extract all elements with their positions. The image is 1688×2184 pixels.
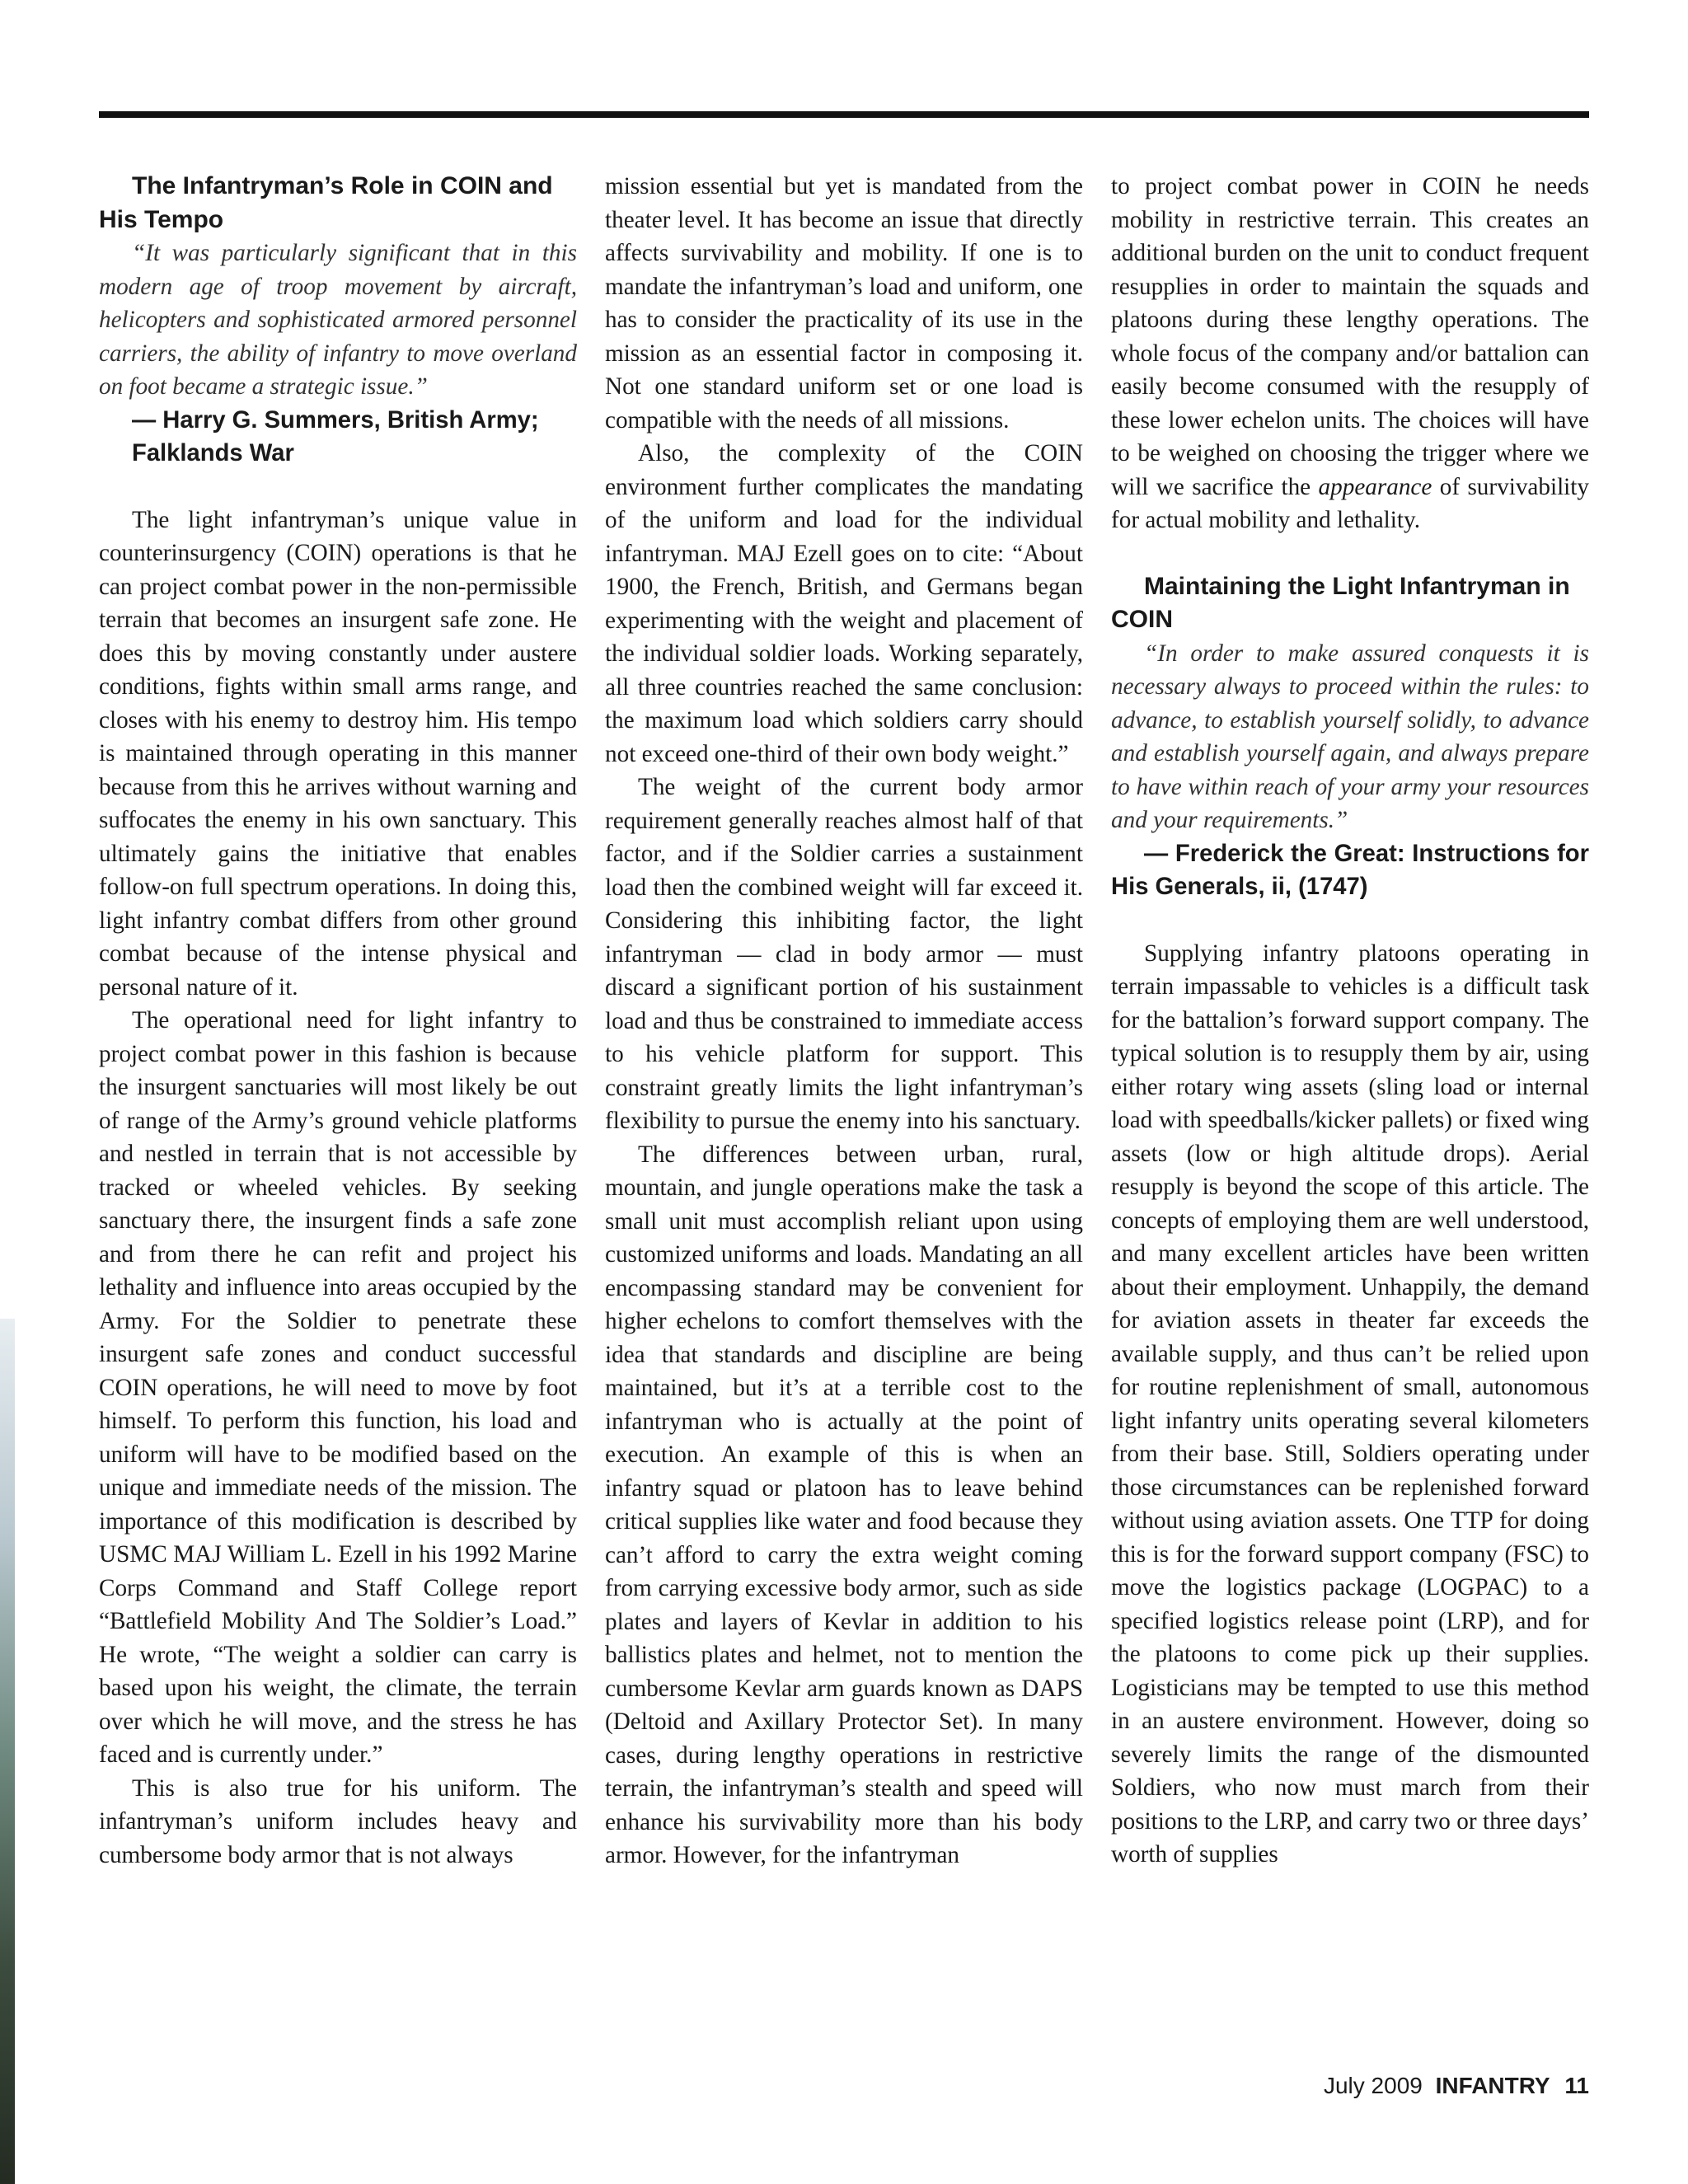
paragraph: The weight of the current body armor requirement generally reaches almost half of that factor, and if the Soldier carries a sustainment load then the combined weight will far exceed it. Considering this inhibiting factor, the light infantryman — clad in body armor — must discard a significant portion of his sustainment load and thus be constrained to immediate access to his vehicle platform for support. This constraint greatly limits the light infantryman’s flexibility to pursue the enemy into his sanctuary.: [605, 774, 1083, 1134]
article-body: [99, 170, 1589, 2041]
epigraph-quote: “It was particularly significant that in this modern age of troop movement by aircraft, helicopters and sophisticated armored personnel carriers, the ability of infantry to move overland on foot became a strategic issue.”: [99, 240, 577, 400]
issue-date: July 2009: [1323, 2073, 1423, 2098]
epigraph-attribution: — Harry G. Summers, British Army;: [132, 406, 539, 434]
paragraph: The light infantryman’s unique value in counterinsurgency (COIN) operations is that he can project combat power in the non-permissible terrain that becomes an insurgent safe zone. He does this by moving constantly under austere conditions, fights within small arms range, and closes with his enemy to destroy him. His tempo is maintained through operating in this manner because from this he arrives without warning and suffocates the enemy in his own sanctuary. This ultimately gains the initiative that enables follow-on full spectrum operations. In doing this, light infantry combat differs from other ground combat because of the intense physical and personal nature of it.: [99, 506, 577, 1001]
epigraph-quote: “In order to make assured conquests it is necessary always to proceed within the rules: to advance, to establish yourself solidly, to advance and establish yourself again, and always prepare to have within reach of your army your resources and your requirements.”: [1111, 640, 1589, 833]
photo-edge: [0, 1319, 15, 2184]
page-number: 11: [1564, 2073, 1589, 2098]
section-heading: Maintaining the Light Infantryman in COIN: [1111, 572, 1570, 633]
magazine-name: INFANTRY: [1435, 2073, 1550, 2098]
epigraph-attribution-line2: Falklands War: [132, 440, 294, 466]
paragraph: Supplying infantry platoons operating in terrain impassable to vehicles is a difficult task for the battalion’s forward support company. The typical solution is to resupply them by air, using either rotary wing assets (sling load or internal load with speedballs/kicker pallets) or fixed wing assets (low or high altitude drops). Aerial resupply is beyond the scope of this article. The concepts of employing them are well understood, and many excellent articles have been written about their employment. Unhappily, the demand for aviation assets in theater far exceeds the available supply, and thus can’t be relied upon for routine replenishment of small, autonomous light infantry units operating several kilometers from their base. Still, Soldiers operating under those circumstances can be replenished forward without using aviation assets. One TTP for doing this is for the forward support company (FSC) to move the logistics package (LOGPAC) to a specified logistics release point (LRP), and for the platoons to come pick up their supplies. Logisticians may be tempted to use this method in an austere environment. However, doing so severely limits the range of the dismounted Soldiers, who now must march from their positions to the LRP, and carry two or three days’ worth of supplies: [1111, 940, 1589, 1868]
paragraph-text: of survivability for actual mobility and lethality.: [1111, 473, 1589, 533]
column-1: [99, 170, 577, 2041]
epigraph-attribution: — Frederick the Great: Instructions for His Generals, ii, (1747): [1111, 840, 1589, 900]
page-footer: [1324, 2073, 1589, 2099]
column-3: [1111, 170, 1589, 2041]
paragraph: The operational need for light infantry to project combat power in this fashion is because the insurgent sanctuaries will most likely be out of range of the Army’s ground vehicle platforms and nestled in terrain that is not accessible by tracked or wheeled vehicles. By seeking sanctuary there, the insurgent finds a safe zone and from there he can refit and project his lethality and influence into areas occupied by the Army. For the Soldier to penetrate these insurgent safe zones and conduct successful COIN operations, he will need to move by foot himself. To perform this function, his load and uniform will have to be modified based on the unique and immediate needs of the mission. The importance of this modification is described by USMC MAJ William L. Ezell in his 1992 Marine Corps Command and Staff College report “Battlefield Mobility And The Soldier’s Load.” He wrote, “The weight a soldier can carry is based upon his weight, the climate, the terrain over which he will move, and the stress he has faced and is currently under.”: [99, 1007, 577, 1768]
paragraph: The differences between urban, rural, mountain, and jungle operations make the task a small unit must accomplish reliant upon using customized uniforms and loads. Mandating an all encompassing standard may be convenient for higher echelons to comfort themselves with the idea that standards and discipline are being maintained, but it’s at a terrible cost to the infantryman who is actually at the point of execution. An example of this is when an infantry squad or platoon has to leave behind critical supplies like water and food because they can’t afford to carry the extra weight coming from carrying excessive body armor, such as side plates and layers of Kevlar in addition to his ballistics plates and helmet, not to mention the cumbersome Kevlar arm guards known as DAPS (Deltoid and Axillary Protector Set). In many cases, during lengthy operations in restrictive terrain, the infantryman’s stealth and speed will enhance his survivability more than his body armor. However, for the infantryman: [605, 1141, 1083, 1868]
paragraph: mission essential but yet is mandated from the theater level. It has become an issue that directly affects survivability and mobility. If one is to mandate the infantryman’s load and uniform, one has to consider the practicality of its use in the mission as an essential factor in composing it. Not one standard uniform set or one load is compatible with the needs of all missions.: [605, 173, 1083, 434]
paragraph: Also, the complexity of the COIN environment further complicates the mandating of the uniform and load for the individual infantryman. MAJ Ezell goes on to cite: “About 1900, the French, British, and Germans began experimenting with the weight and placement of the individual soldier loads. Working separately, all three countries reached the same conclusion: the maximum load which soldiers carry should not exceed one-third of their own body weight.”: [605, 440, 1083, 767]
header-rule: [99, 111, 1589, 118]
emphasis: appearance: [1318, 473, 1432, 500]
section-heading: The Infantryman’s Role in COIN and His Tempo: [99, 172, 553, 233]
paragraph: This is also true for his uniform. The infantryman’s uniform includes heavy and cumbersome body armor that is not always: [99, 1774, 577, 1868]
paragraph: [1111, 170, 1589, 537]
paragraph-text: to project combat power in COIN he needs mobility in restrictive terrain. This creates an additional burden on the unit to conduct frequent resupplies in order to maintain the squads and platoons during these lengthy operations. The whole focus of the company and/or battalion can easily become consumed with the resupply of these lower echelon units. The choices will have to be weighed on choosing the trigger where we will we sacrifice the: [1111, 173, 1589, 500]
column-2: [605, 170, 1083, 2041]
